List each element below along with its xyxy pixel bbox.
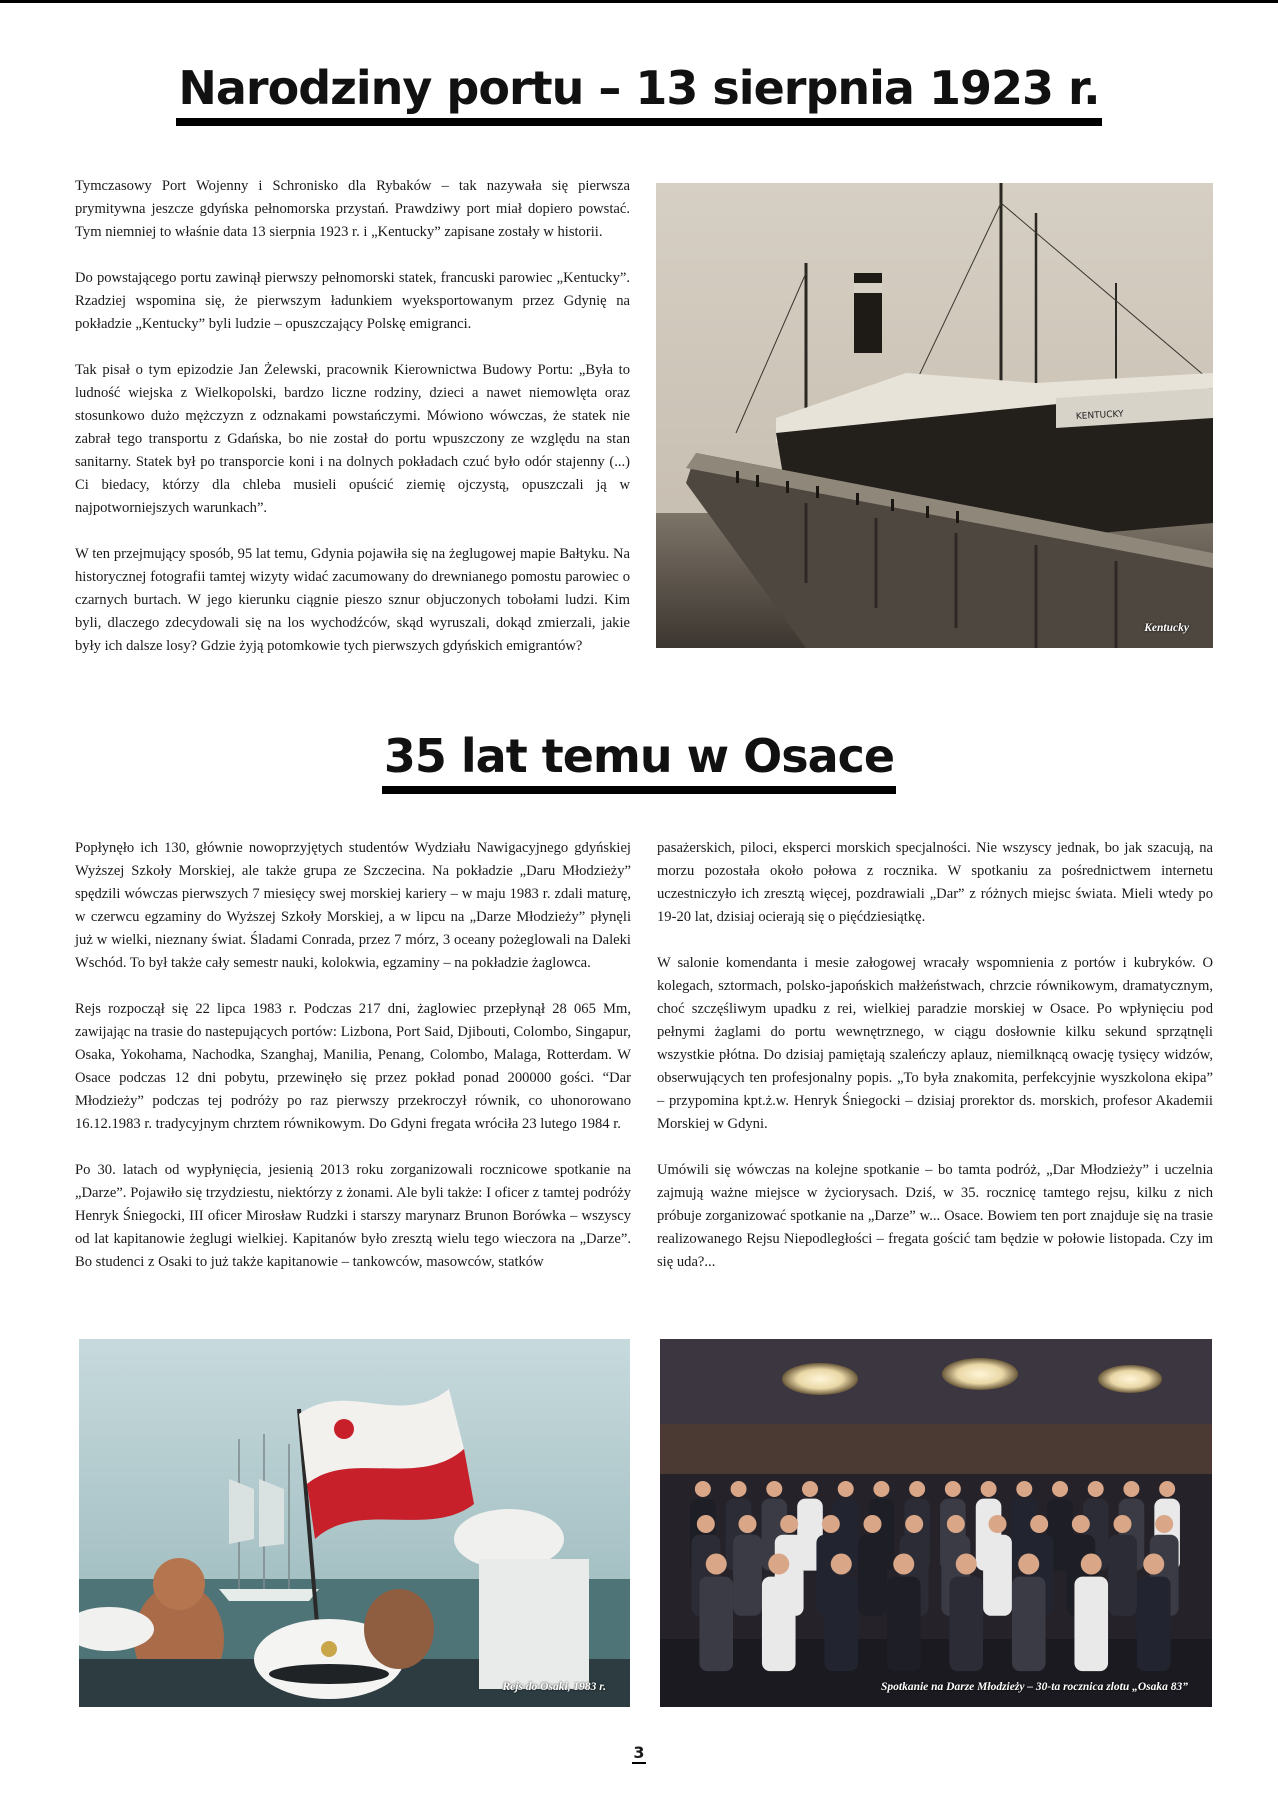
paragraph: Po 30. latach od wypłynięcia, jesienią 2013 roku zorganizowali rocznicowe spotkanie na „Darze”. Pojawiło się trzydziestu, niektórzy z żonami. Ale byli także: I oficer z tamtej podróży Henryk Śniegocki, III oficer Mirosław Rudzki i starszy marynarz Brunon Borówka – wszyscy od lat kapitanowie żeglugi wielkiej. Kapitanów było zresztą wielu tego wieczora na „Darze”. Bo studenci z Osaki to już także kapitanowie – tankowców, masowców, statków <box>75 1162 631 1270</box>
anniversary-meeting-photo <box>660 1339 1212 1707</box>
top-rule <box>0 0 1278 3</box>
paragraph: Popłynęło ich 130, głównie nowoprzyjętych studentów Wydziału Nawigacyjnego gdyńskiej Wyższej Szkoły Morskiej, ale także grupa ze Szczecina. Na pokładzie „Daru Młodzieży” spędzili wówczas pierwszych 7 miesięcy swej morskiej kariery – w maju 1983 r. zdali maturę, w czerwcu egzaminy do Wyższej Szkoły Morskiej, a w lipcu na „Darze Młodzieży” płynęli już w wielki, nieznany świat. Śladami Conrada, przez 7 mórz, 3 oceany pożeglowali na Daleki Wschód. To był także cały semestr nauki, kolokwia, egzaminy – na pokładzie żaglowca. <box>75 840 631 971</box>
person-head <box>731 1481 747 1497</box>
person-body <box>733 1535 762 1616</box>
person-head <box>706 1554 727 1575</box>
page-number: 3 <box>633 1743 645 1762</box>
article-2-body-left <box>75 837 631 1274</box>
cruise-1983-photo <box>79 1339 630 1707</box>
person-head <box>822 1515 840 1533</box>
person-head <box>1123 1481 1139 1497</box>
person-head <box>893 1554 914 1575</box>
person-head <box>838 1481 854 1497</box>
photo-caption: Rejs do Osaki, 1983 r. <box>502 1681 606 1693</box>
person-head <box>947 1515 965 1533</box>
person-head <box>1088 1481 1104 1497</box>
paragraph: Umówili się wówczas na kolejne spotkanie – bo tamta podróż, „Dar Młodzieży” i uczelnia zajmują ważne miejsce w życiorysach. Dziś, w 35. rocznicę tamtego rejsu, kilku z nich próbuje zorganizować spotkanie na „Darze” w... Osace. Bowiem ten port znajduje się na trasie realizowanego Rejsu Niepodległości – fregata gościć tam będzie w połowie listopada. Czy im się uda?... <box>657 1162 1213 1270</box>
person-head <box>802 1481 818 1497</box>
person-head <box>945 1481 961 1497</box>
person-head <box>1081 1554 1102 1575</box>
person-head <box>905 1515 923 1533</box>
person-body <box>1074 1577 1108 1672</box>
person-head <box>766 1481 782 1497</box>
person-head <box>1018 1554 1039 1575</box>
person-head <box>780 1515 798 1533</box>
article-1-body <box>75 175 630 658</box>
paragraph: Rejs rozpoczął się 22 lipca 1983 r. Podczas 217 dni, żaglowiec przepłynął 28 065 Mm, zawijając na trasie do nastepujących portów: Lizbona, Port Said, Djibouti, Colombo, Singapur, Osaka, Yokohama, Nachodka, Szanghaj, Manilia, Penang, Colombo, Malaga, Rotterdam. W Osace podczas 12 dni pobytu, przewinęło się przez pokład ponad 200000 gości. “Dar Młodzieży” podczas tej podróży po raz pierwszy przekroczył równik, co uhonorowano 16.12.1983 r. tradycyjnym chrztem równikowym. Do Gdyni fregata wróciła 23 lutego 1984 r. <box>75 1001 631 1132</box>
person-body <box>1012 1577 1046 1672</box>
person-head <box>695 1481 711 1497</box>
photo-caption: Spotkanie na Darze Młodzieży – 30-ta rocznica zlotu „Osaka 83” <box>880 1681 1188 1693</box>
person-head <box>864 1515 882 1533</box>
person-head <box>873 1481 889 1497</box>
person-body <box>762 1577 796 1672</box>
article-1-title: Narodziny portu – 13 sierpnia 1923 r. <box>0 62 1278 126</box>
person-head <box>909 1481 925 1497</box>
person-head <box>1030 1515 1048 1533</box>
person-head <box>1016 1481 1032 1497</box>
person-head <box>1114 1515 1132 1533</box>
person-head <box>1159 1481 1175 1497</box>
person-head <box>989 1515 1007 1533</box>
person-body <box>1137 1577 1171 1672</box>
person-body <box>949 1577 983 1672</box>
person-head <box>768 1554 789 1575</box>
person-head <box>981 1481 997 1497</box>
person-body <box>699 1577 733 1672</box>
person-body <box>824 1577 858 1672</box>
paragraph: Tymczasowy Port Wojenny i Schronisko dla Rybaków – tak nazywała się pierwsza prymitywna jeszcze gdyńska pełnomorska przystań. Prawdziwy port miał dopiero powstać. Tym niemniej to właśnie data 13 sierpnia 1923 r. i „Kentucky” zapisane zostały w historii. <box>75 178 630 240</box>
paragraph: W salonie komendanta i mesie załogowej wracały wspomnienia z portów i kubryków. O kolegach, sztormach, polsko-japońskich małżeństwach, chrzcie równikowym, dramatycznym, choć szczęśliwym upadku z rei, wielkiej paradzie morskiej w Osace. Po wpłynięciu pod pełnymi żaglami do portu wewnętrznego, w ciągu dosłownie kilku sekund sprzątnęli wszystkie płótna. Do dzisiaj pamiętają szaleńczy aplauz, niemilknącą owację tysięcy widzów, obserwujących ten profesjonalny popis. „To była znakomita, perfekcyjnie wyszkolona ekipa” – przypomina kpt.ż.w. Henryk Śniegocki – dzisiaj prorektor ds. morskich, profesor Akademii Morskiej w Gdyni. <box>657 955 1213 1132</box>
person-head <box>1155 1515 1173 1533</box>
paragraph: Do powstającego portu zawinął pierwszy pełnomorski statek, francuski parowiec „Kentucky”. Rzadziej wspomina się, że pierwszym ładunkiem wyeksportowanym przez Gdynię na pokładzie „Kentucky” byli ludzie – opuszczający Polskę emigranci. <box>75 270 630 332</box>
paragraph: Tak pisał o tym epizodzie Jan Żelewski, pracownik Kierownictwa Budowy Portu: „Była to ludność wiejska z Wielkopolski, bardzo liczne rodziny, dzieci a nawet niemowlęta oraz stosunkowo dużo mężczyzn z odznakami powstańczymi. Mówiono wówczas, że statek nie zabrał tego transportu z Gdańska, bo nie został do portu wpuszczony ze względu na stan sanitarny. Statek był po transporcie koni i na dolnych pokładach czuć było odór stajenny (...) Ci biedacy, którzy dla chleba musieli opuścić ziemię ojczystą, opuszczali ją w najpotworniejszych warunkach”. <box>75 362 630 516</box>
article-2-body-right <box>657 837 1213 1274</box>
person-head <box>956 1554 977 1575</box>
paragraph: pasażerskich, piloci, eksperci morskich specjalności. Nie wszyscy jednak, bo jak szacują, na morzu pozostała około połowa z rocznika. W spotkaniu za pośrednictwem internetu uczestniczyło ich zresztą więcej, pozdrawiali „Dar” z różnych miejsc świata. Mieli wtedy po 19-20 lat, dzisiaj ocierają się o pięćdziesiątkę. <box>657 840 1213 925</box>
paragraph: W ten przejmujący sposób, 95 lat temu, Gdynia pojawiła się na żeglugowej mapie Bałtyku. Na historycznej fotografii tamtej wizyty widać zacumowany do drewnianego pomostu parowiec o czarnych burtach. W jego kierunku ciągnie pieszo sznur objuczonych tobołami ludzi. Kim byli, dlaczego zdecydowali się na los wychodźców, skąd wyruszali, dokąd zmierzali, jakie były ich dalsze losy? Gdzie żyją potomkowie tych pierwszych gdyńskich emigrantów? <box>75 546 630 654</box>
person-body <box>983 1535 1012 1616</box>
person-head <box>739 1515 757 1533</box>
person-head <box>1052 1481 1068 1497</box>
ship-hull-name: KENTUCKY <box>1075 409 1124 422</box>
person-body <box>887 1577 921 1672</box>
person-body <box>1108 1535 1137 1616</box>
article-2-title: 35 lat temu w Osace <box>0 730 1278 794</box>
photo-caption: Kentucky <box>1144 622 1189 634</box>
person-head <box>1072 1515 1090 1533</box>
person-head <box>831 1554 852 1575</box>
person-head <box>1143 1554 1164 1575</box>
person-body <box>858 1535 887 1616</box>
kentucky-ship-photo <box>656 183 1213 648</box>
person-head <box>697 1515 715 1533</box>
